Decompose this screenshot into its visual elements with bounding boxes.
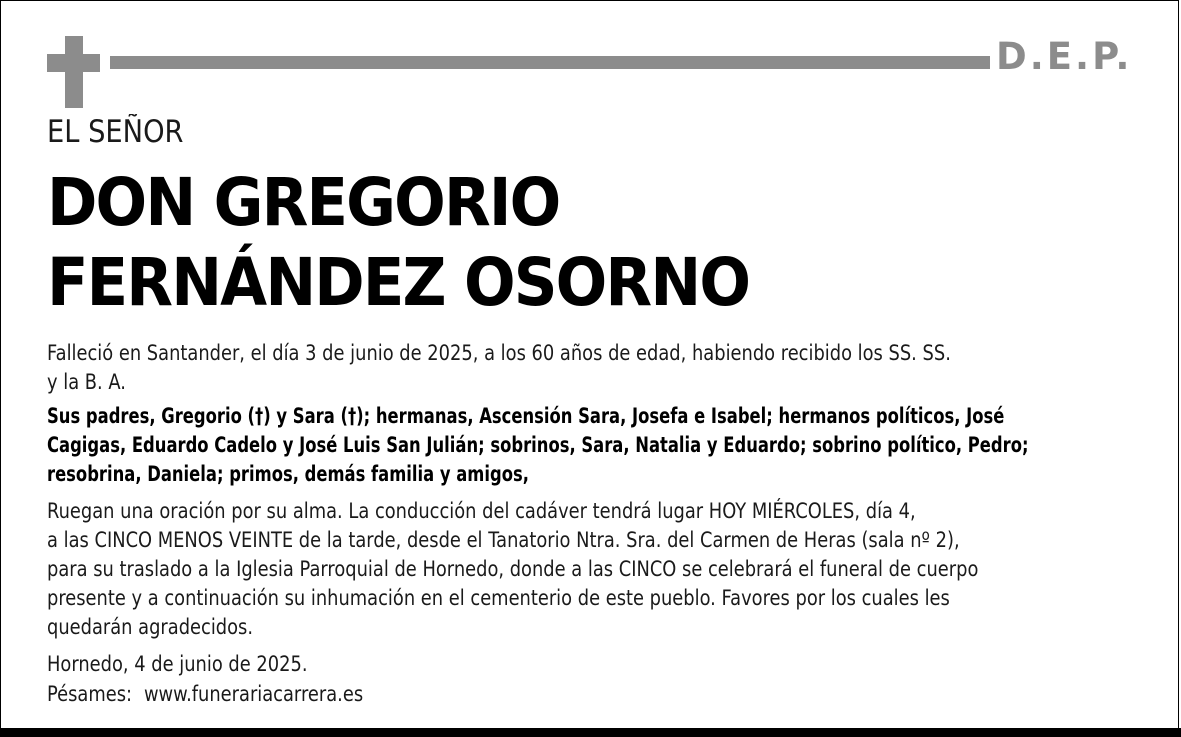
family-line: resobrina, Daniela; primos, demás familia y amigos, <box>47 462 529 486</box>
cross-icon-arm <box>47 54 100 72</box>
header-rule <box>110 56 990 69</box>
condolences-url[interactable]: www.funerariacarrera.es <box>143 682 364 706</box>
deceased-name-line-1: DON GREGORIO <box>47 164 560 241</box>
deceased-name-line-2: FERNÁNDEZ OSORNO <box>47 244 750 321</box>
family-line: Sus padres, Gregorio (†) y Sara (†); hermanas, Ascensión Sara, Josefa e Isabel; hermanos políticos, José <box>47 404 1005 428</box>
bottom-rule <box>0 728 1181 737</box>
funeral-paragraph <box>47 497 978 642</box>
funeral-line: para su traslado a la Iglesia Parroquial de Hornedo, donde a las CINCO se celebrará el funeral de cuerpo <box>47 557 979 581</box>
death-notice-line: Falleció en Santander, el día 3 de junio de 2025, a los 60 años de edad, habiendo recibido los SS. SS. <box>47 341 951 365</box>
family-paragraph <box>47 402 1029 489</box>
place-date: Hornedo, 4 de junio de 2025. <box>47 652 308 676</box>
funeral-line: Ruegan una oración por su alma. La conducción del cadáver tendrá lugar HOY MIÉRCOLES, día 4, <box>47 499 916 523</box>
condolences-label: Pésames: <box>47 682 133 706</box>
funeral-line: presente y a continuación su inhumación en el cementerio de este pueblo. Favores por los cuales les <box>47 586 950 610</box>
condolences-line <box>47 680 363 709</box>
death-notice-line: y la B. A. <box>47 370 126 394</box>
honorific: EL SEÑOR <box>47 114 184 150</box>
funeral-line: a las CINCO MENOS VEINTE de la tarde, desde el Tanatorio Ntra. Sra. del Carmen de Heras (sala nº 2), <box>47 528 960 552</box>
family-line: Cagigas, Eduardo Cadelo y José Luis San Julián; sobrinos, Sara, Natalia y Eduardo; sobrino político, Pedro; <box>47 433 1029 457</box>
funeral-line: quedarán agradecidos. <box>47 615 254 639</box>
death-notice-paragraph <box>47 339 951 397</box>
cross-icon <box>65 36 83 108</box>
dep-label: D.E.P. <box>996 35 1133 78</box>
